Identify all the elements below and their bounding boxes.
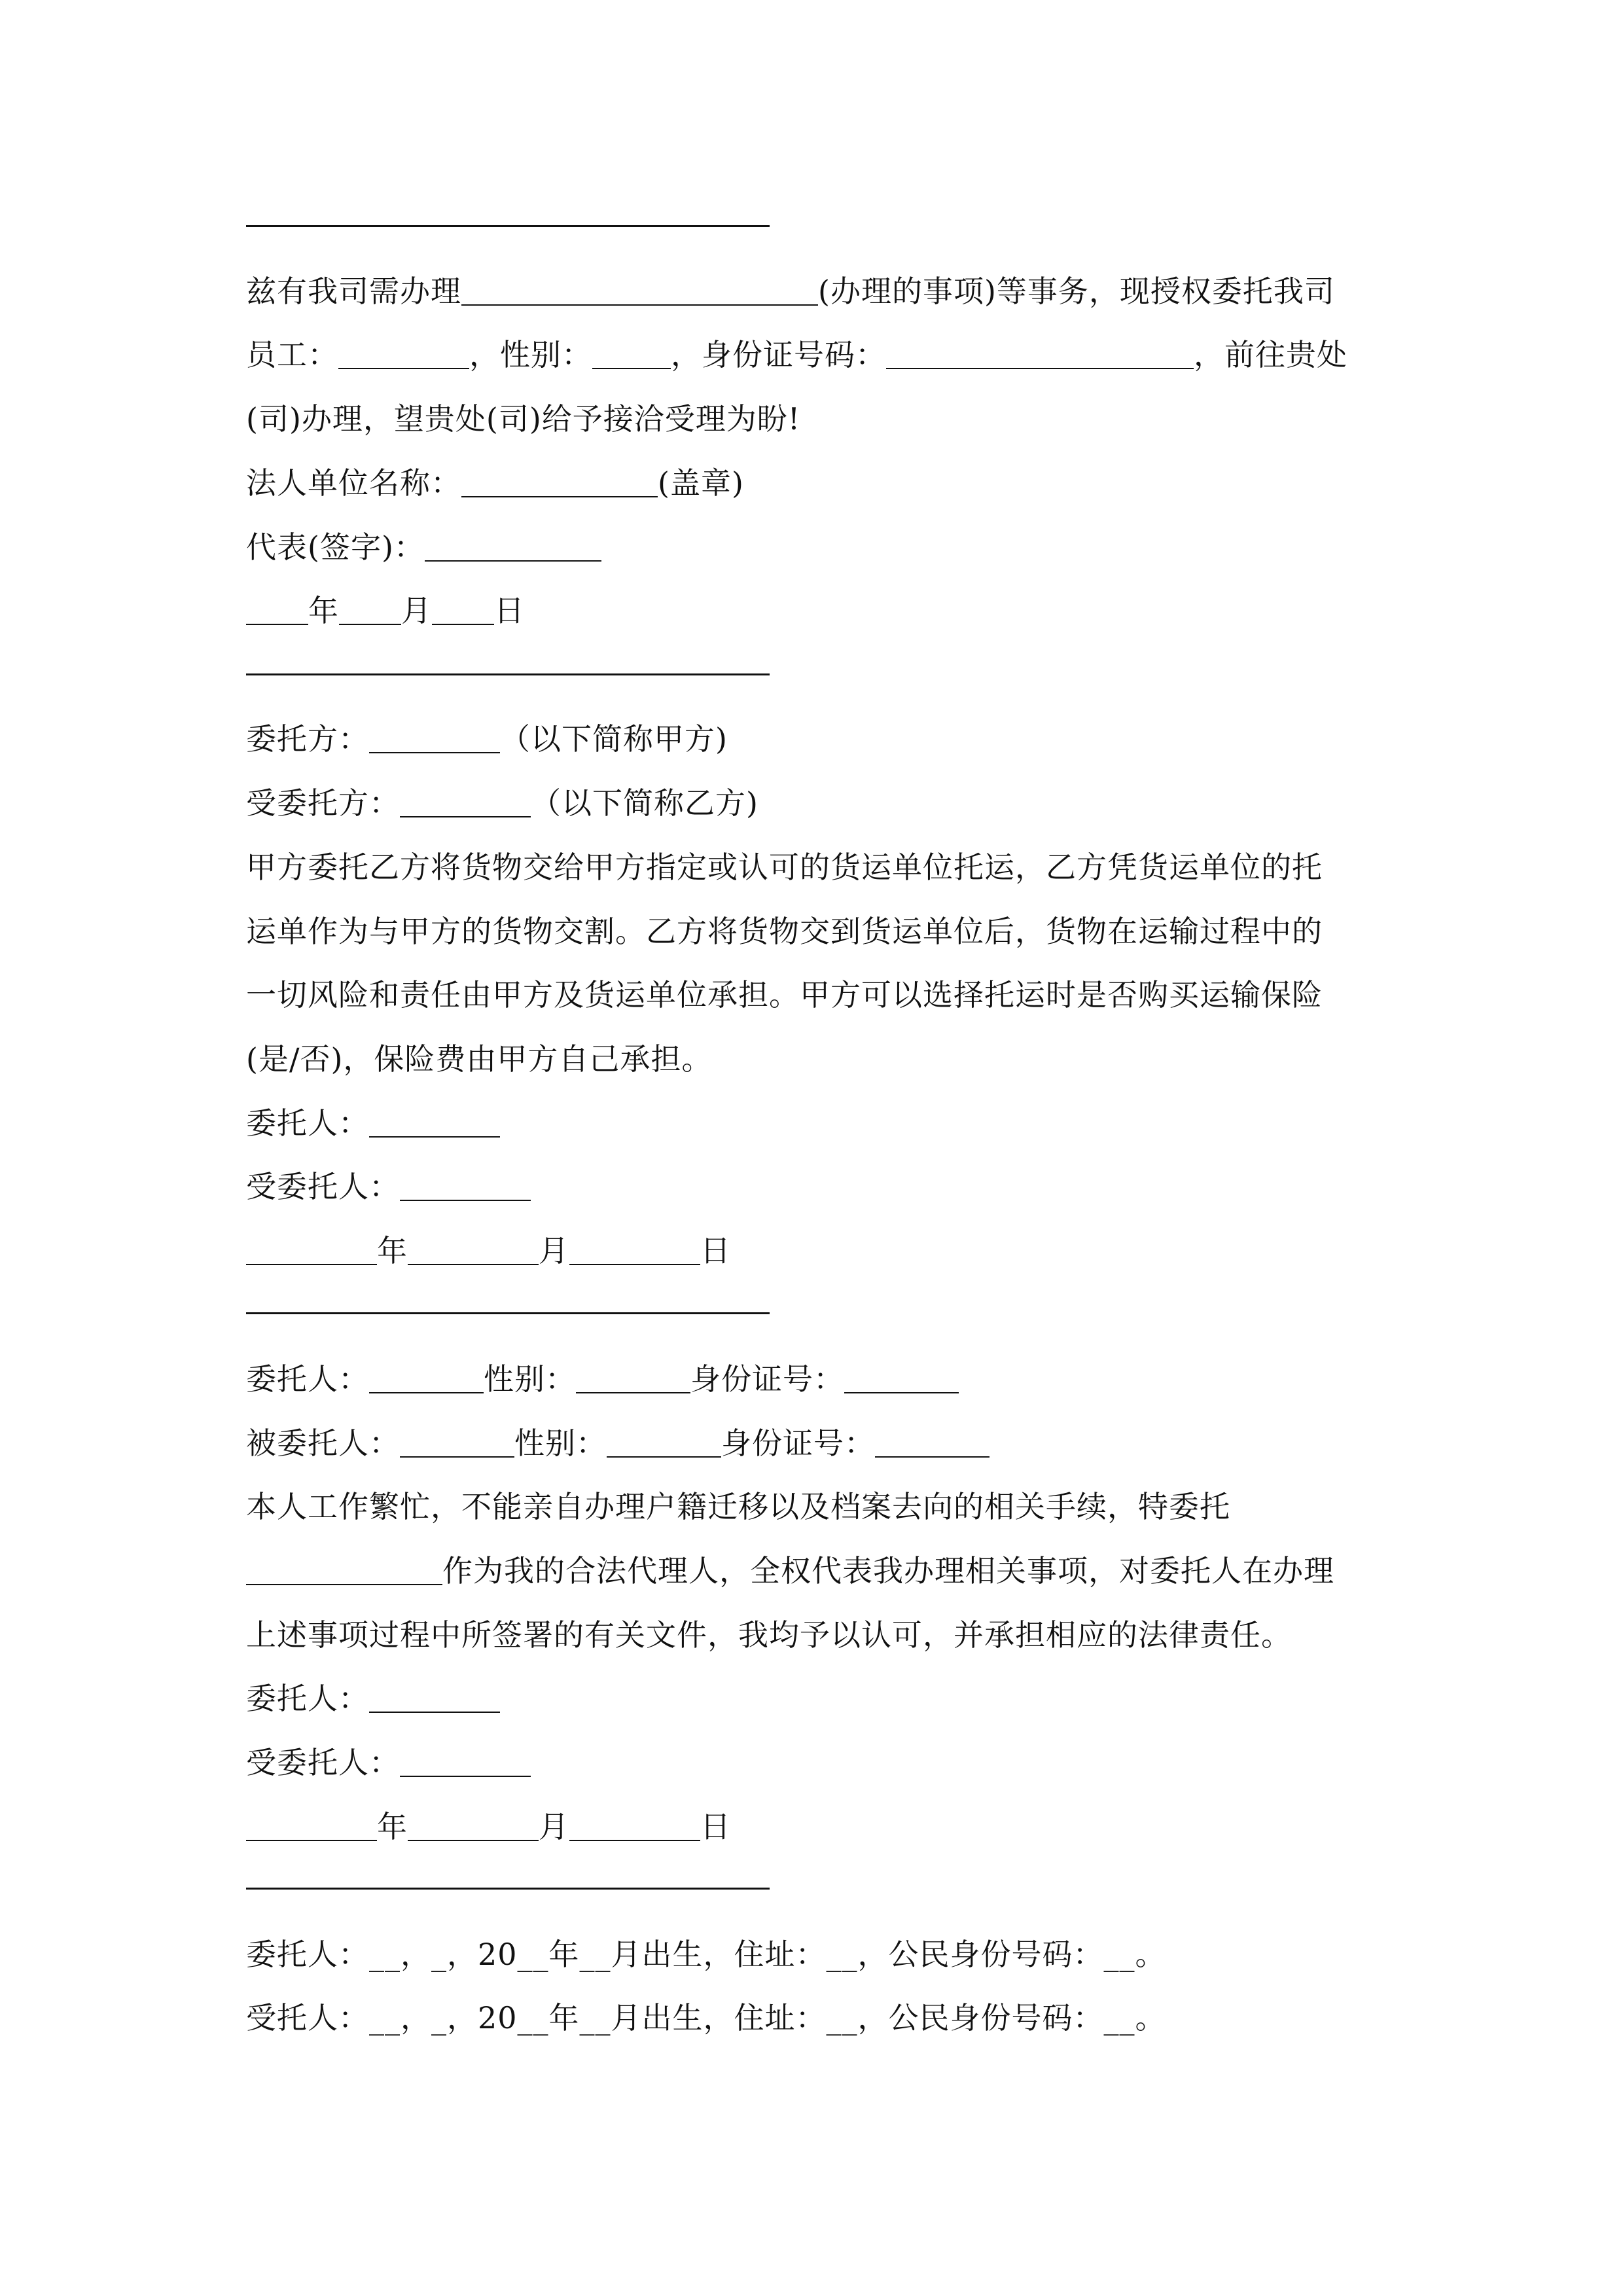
text: 日 [494,593,525,628]
s1-date [246,591,1378,630]
text: 委托人： [246,1681,369,1716]
text: 法人单位名称： [246,465,461,501]
s3-paragraph-line-3: 上述事项过程中所签署的有关文件，我均予以认可，并承担相应的法律责任。 [246,1617,1292,1653]
blank-field [461,467,658,497]
blank-field [339,595,401,625]
text: 委托人： [246,1105,369,1141]
text: 受委托方： [246,785,400,821]
blank-field [400,1427,514,1458]
blank-field [246,1811,377,1841]
s4-line-1: 委托人：__，_，20__年__月出生，住址：__，公民身份号码：__。 [246,1937,1166,1972]
s1-line-2 [246,335,1378,374]
blank-field [338,339,469,369]
s3-paragraph-line-2 [246,1551,1378,1590]
text: 日 [700,1233,731,1268]
text: 月 [539,1233,569,1268]
text: 委托人： [246,1361,369,1397]
s2-line-2 [246,783,1378,823]
section-divider [246,225,770,227]
text: 月 [539,1809,569,1844]
s3-paragraph-line-1: 本人工作繁忙，不能亲自办理户籍迁移以及档案去向的相关手续，特委托 [246,1489,1230,1524]
text: (办理的事项)等事务，现授权委托我司 [818,274,1335,309]
blank-field [369,1363,484,1393]
s3-agent [246,1743,1378,1782]
text: 被委托人： [246,1426,400,1461]
text: 受委托人： [246,1745,400,1780]
blank-field [408,1811,539,1841]
text: 性别： [514,1426,607,1461]
section-divider [246,1312,770,1314]
text: ，身份证号码： [671,337,886,372]
s2-paragraph-line-1: 甲方委托乙方将货物交给甲方指定或认可的货运单位托运，乙方凭货运单位的托 [246,850,1323,885]
s4-line-2: 受托人：__，_，20__年__月出生，住址：__，公民身份号码：__。 [246,2000,1166,2036]
blank-field [408,1235,539,1265]
text: 兹有我司需办理 [246,274,461,309]
blank-field [844,1363,959,1393]
blank-field [369,723,500,753]
blank-field [425,531,601,562]
s3-line-2 [246,1424,1378,1463]
text: （以下简称甲方) [500,721,728,757]
s2-line-1 [246,719,1378,759]
blank-field [432,595,494,625]
text: 日 [700,1809,731,1844]
blank-field [246,1235,377,1265]
text: 作为我的合法代理人，全权代表我办理相关事项，对委托人在办理 [442,1553,1334,1588]
blank-field [886,339,1194,369]
s2-date [246,1231,1378,1270]
blank-field [400,1747,531,1777]
s2-paragraph-line-4: (是/否)，保险费由甲方自己承担。 [246,1041,713,1077]
blank-field [607,1427,721,1458]
blank-field [400,1171,531,1201]
text: 员工： [246,337,338,372]
text: 受委托人： [246,1169,400,1204]
blank-field [569,1235,700,1265]
text: 委托方： [246,721,369,757]
text: (盖章) [658,465,744,501]
blank-field [592,339,671,369]
s2-paragraph-line-3: 一切风险和责任由甲方及货运单位承担。甲方可以选择托运时是否购买运输保险 [246,977,1323,1013]
blank-field [369,1683,500,1713]
blank-field [576,1363,690,1393]
s1-line-3: (司)办理，望贵处(司)给予接洽受理为盼! [246,401,801,437]
text: 身份证号： [690,1361,844,1397]
s3-principal [246,1679,1378,1718]
blank-field [461,276,818,306]
s2-agent [246,1167,1378,1206]
section-divider [246,673,770,675]
text: 月 [401,593,432,628]
text: （以下简称乙方) [531,785,758,821]
s1-line-1 [246,272,1378,311]
text: 年 [308,593,339,628]
text: 年 [377,1809,408,1844]
s3-line-1 [246,1359,1378,1399]
blank-field [246,1555,442,1585]
s1-line-5 [246,528,1378,567]
text: 性别： [484,1361,576,1397]
s2-principal [246,1103,1378,1143]
text: ，性别： [469,337,592,372]
blank-field [369,1107,500,1138]
s1-line-4 [246,463,1378,503]
text: ，前往贵处 [1194,337,1347,372]
blank-field [569,1811,700,1841]
s3-date [246,1807,1378,1846]
blank-field [246,595,308,625]
text: 代表(签字)： [246,529,425,565]
blank-field [875,1427,990,1458]
section-divider [246,1888,770,1890]
blank-field [400,787,531,817]
text: 身份证号： [721,1426,875,1461]
text: 年 [377,1233,408,1268]
s2-paragraph-line-2: 运单作为与甲方的货物交割。乙方将货物交到货运单位后，货物在运输过程中的 [246,914,1323,949]
